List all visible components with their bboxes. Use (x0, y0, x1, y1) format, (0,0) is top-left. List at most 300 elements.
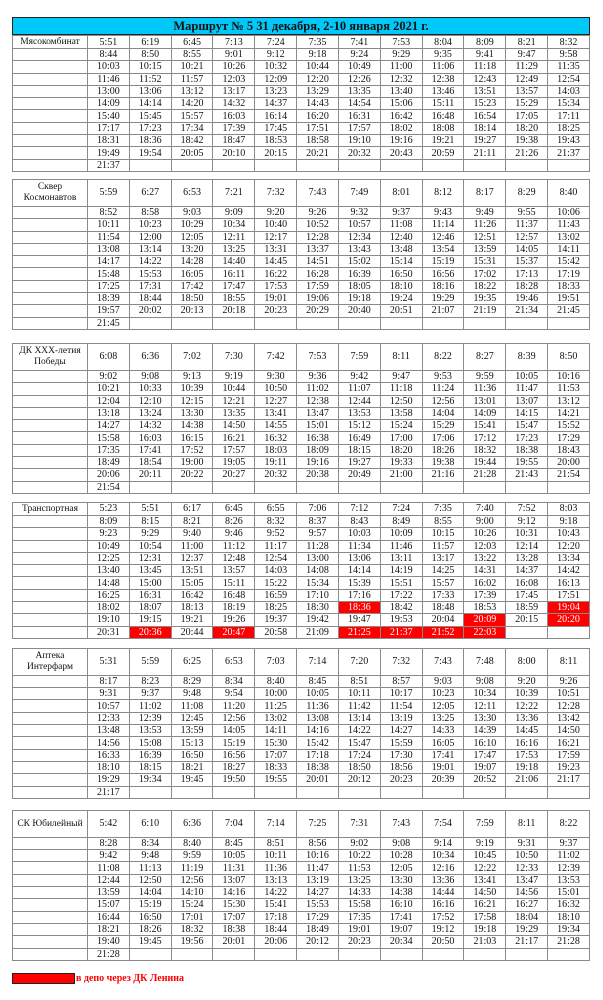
departure-time: 7:59 (338, 343, 380, 370)
table-row (13, 36, 590, 49)
departure-time: 13:13 (255, 874, 297, 886)
departure-time: 14:10 (171, 887, 213, 899)
departure-time: 16:21 (213, 432, 255, 444)
departure-time: 16:28 (297, 268, 339, 280)
departure-time: 16:15 (171, 432, 213, 444)
departure-time: 19:49 (88, 147, 130, 159)
departure-time: 19:26 (213, 614, 255, 626)
table-row (13, 135, 590, 147)
departure-time: 14:27 (297, 887, 339, 899)
departure-time: 12:03 (213, 73, 255, 85)
departure-time: 14:03 (548, 85, 590, 97)
departure-time-depot: 20:47 (213, 626, 255, 638)
departure-time: 13:35 (338, 85, 380, 97)
departure-time: 18:39 (88, 293, 130, 305)
departure-time: 13:35 (213, 407, 255, 419)
departure-time: 9:29 (129, 528, 171, 540)
departure-time: 17:19 (548, 268, 590, 280)
departure-time: 16:42 (171, 589, 213, 601)
departure-time: 13:51 (171, 565, 213, 577)
departure-time: 10:49 (338, 61, 380, 73)
departure-time: 20:05 (171, 147, 213, 159)
empty-cell (13, 786, 88, 798)
departure-time: 10:49 (88, 540, 130, 552)
departure-time (380, 317, 422, 329)
departure-time: 19:44 (464, 457, 506, 469)
departure-time: 19:40 (88, 936, 130, 948)
departure-time: 7:42 (255, 343, 297, 370)
departure-time: 17:52 (171, 444, 213, 456)
departure-time: 14:37 (255, 98, 297, 110)
departure-time: 17:24 (338, 749, 380, 761)
departure-time: 14:50 (464, 887, 506, 899)
departure-time: 18:47 (213, 135, 255, 147)
departure-time (171, 159, 213, 171)
departure-time: 9:41 (464, 49, 506, 61)
departure-time: 12:11 (464, 700, 506, 712)
departure-time: 10:29 (171, 219, 213, 231)
departure-time: 18:30 (297, 601, 339, 613)
departure-time: 18:50 (338, 761, 380, 773)
departure-time: 15:05 (171, 577, 213, 589)
departure-time (129, 786, 171, 798)
departure-time: 10:50 (506, 850, 548, 862)
table-row (13, 444, 590, 456)
departure-time: 15:00 (129, 577, 171, 589)
departure-time: 19:21 (171, 614, 213, 626)
departure-time: 8:34 (129, 837, 171, 849)
stop-block (12, 502, 590, 639)
table-row (13, 737, 590, 749)
departure-time: 10:45 (464, 850, 506, 862)
departure-time: 21:03 (464, 936, 506, 948)
departure-time: 16:31 (129, 589, 171, 601)
departure-time: 10:44 (297, 61, 339, 73)
departure-time: 14:22 (338, 725, 380, 737)
empty-cell (13, 395, 88, 407)
departure-time (548, 626, 590, 638)
table-row (13, 862, 590, 874)
departure-time: 11:12 (213, 540, 255, 552)
departure-time: 12:05 (422, 700, 464, 712)
departure-time: 18:21 (171, 761, 213, 773)
departure-time: 18:58 (297, 135, 339, 147)
departure-time: 20:32 (338, 147, 380, 159)
departure-time: 18:38 (297, 761, 339, 773)
departure-time: 9:01 (213, 49, 255, 61)
departure-time: 9:08 (464, 675, 506, 687)
departure-time: 10:21 (171, 61, 213, 73)
table-row (13, 589, 590, 601)
departure-time: 14:04 (129, 887, 171, 899)
departure-time: 16:13 (548, 577, 590, 589)
departure-time: 15:06 (380, 98, 422, 110)
departure-time: 19:10 (88, 614, 130, 626)
departure-time: 11:31 (213, 862, 255, 874)
table-row (13, 481, 590, 493)
departure-time: 11:06 (422, 61, 464, 73)
departure-time: 8:26 (213, 515, 255, 527)
departure-time: 13:54 (422, 243, 464, 255)
departure-time: 18:10 (548, 911, 590, 923)
departure-time: 12:51 (464, 231, 506, 243)
departure-time: 7:49 (338, 179, 380, 206)
empty-cell (13, 601, 88, 613)
departure-time: 8:32 (255, 515, 297, 527)
table-row (13, 432, 590, 444)
departure-time: 17:07 (213, 911, 255, 923)
departure-time: 18:32 (464, 444, 506, 456)
departure-time: 7:25 (297, 810, 339, 837)
departure-time: 13:53 (548, 874, 590, 886)
table-row (13, 147, 590, 159)
departure-time: 18:09 (297, 444, 339, 456)
departure-time: 12:00 (129, 231, 171, 243)
departure-time: 17:47 (213, 280, 255, 292)
departure-time: 17:35 (88, 444, 130, 456)
departure-time: 12:10 (129, 395, 171, 407)
departure-time: 14:43 (297, 98, 339, 110)
departure-time (213, 159, 255, 171)
departure-time: 17:59 (297, 280, 339, 292)
departure-time: 9:55 (506, 206, 548, 218)
departure-time: 15:47 (338, 737, 380, 749)
departure-time: 11:52 (129, 73, 171, 85)
departure-time: 9:37 (380, 206, 422, 218)
departure-time: 21:37 (88, 159, 130, 171)
departure-time: 14:25 (422, 565, 464, 577)
departure-time: 7:35 (297, 36, 339, 49)
departure-time (422, 159, 464, 171)
departure-time: 17:02 (464, 268, 506, 280)
departure-time: 13:48 (88, 725, 130, 737)
departure-time: 16:14 (255, 110, 297, 122)
departure-time: 14:33 (422, 725, 464, 737)
departure-time: 12:57 (506, 231, 548, 243)
departure-time: 12:39 (129, 712, 171, 724)
departure-time: 16:21 (548, 737, 590, 749)
departure-time: 11:34 (338, 540, 380, 552)
departure-time: 17:29 (548, 432, 590, 444)
departure-time: 7:41 (338, 36, 380, 49)
departure-time: 16:49 (338, 432, 380, 444)
departure-time: 12:28 (548, 700, 590, 712)
departure-time: 14:48 (88, 577, 130, 589)
departure-time: 12:34 (338, 231, 380, 243)
departure-time: 15:23 (464, 98, 506, 110)
departure-time: 14:40 (213, 256, 255, 268)
table-row (13, 700, 590, 712)
departure-time: 10:34 (422, 850, 464, 862)
departure-time-depot: 21:52 (422, 626, 464, 638)
departure-time: 19:51 (548, 293, 590, 305)
departure-time: 16:16 (506, 737, 548, 749)
departure-time: 7:06 (297, 502, 339, 515)
table-row (13, 725, 590, 737)
departure-time: 18:10 (88, 761, 130, 773)
departure-time: 13:37 (297, 243, 339, 255)
departure-time: 14:17 (88, 256, 130, 268)
departure-time (213, 786, 255, 798)
departure-time: 13:11 (380, 552, 422, 564)
departure-time: 18:02 (88, 601, 130, 613)
departure-time: 17:13 (506, 268, 548, 280)
departure-time (297, 948, 339, 960)
table-row (13, 577, 590, 589)
departure-time: 18:25 (255, 601, 297, 613)
departure-time: 13:12 (548, 395, 590, 407)
departure-time: 20:04 (422, 614, 464, 626)
departure-time: 16:50 (171, 749, 213, 761)
departure-time: 10:28 (380, 850, 422, 862)
departure-time: 21:34 (506, 305, 548, 317)
departure-time: 8:57 (380, 675, 422, 687)
departure-time: 19:55 (255, 774, 297, 786)
departure-time: 13:53 (129, 725, 171, 737)
departure-time: 15:11 (422, 98, 464, 110)
departure-time (255, 948, 297, 960)
departure-time: 12:56 (171, 874, 213, 886)
departure-time: 16:22 (255, 268, 297, 280)
departure-time: 11:47 (297, 862, 339, 874)
departure-time: 11:25 (255, 700, 297, 712)
departure-time: 13:23 (255, 85, 297, 97)
departure-time: 18:25 (548, 122, 590, 134)
departure-time: 13:12 (171, 85, 213, 97)
departure-time: 19:01 (422, 761, 464, 773)
departure-time: 13:18 (88, 407, 130, 419)
departure-time: 20:15 (255, 147, 297, 159)
empty-cell (13, 73, 88, 85)
table-row (13, 648, 590, 675)
departure-time: 17:57 (213, 444, 255, 456)
departure-time: 7:43 (422, 648, 464, 675)
empty-cell (13, 219, 88, 231)
departure-time (171, 317, 213, 329)
departure-time: 15:11 (213, 577, 255, 589)
departure-time: 10:40 (255, 219, 297, 231)
departure-time: 12:16 (422, 862, 464, 874)
table-row (13, 61, 590, 73)
departure-time: 8:58 (129, 206, 171, 218)
departure-time: 10:39 (171, 383, 213, 395)
departure-time: 18:33 (255, 761, 297, 773)
departure-time: 15:24 (171, 899, 213, 911)
departure-time: 5:51 (88, 36, 130, 49)
departure-time: 9:53 (422, 370, 464, 382)
departure-time: 15:57 (422, 577, 464, 589)
departure-time: 8:52 (88, 206, 130, 218)
departure-time: 5:31 (88, 648, 130, 675)
empty-cell (13, 122, 88, 134)
departure-time: 16:27 (506, 899, 548, 911)
empty-cell (13, 515, 88, 527)
departure-time: 20:39 (422, 774, 464, 786)
departure-time: 9:12 (255, 49, 297, 61)
stop-name: Мясокомбинат (13, 36, 88, 49)
departure-time: 8:11 (506, 810, 548, 837)
departure-time: 18:15 (338, 444, 380, 456)
departure-time: 19:42 (297, 614, 339, 626)
departure-time (129, 481, 171, 493)
departure-time: 8:03 (548, 502, 590, 515)
departure-time: 15:34 (548, 98, 590, 110)
empty-cell (13, 874, 88, 886)
departure-time: 20:38 (297, 469, 339, 481)
departure-time (129, 159, 171, 171)
departure-time: 11:19 (171, 862, 213, 874)
empty-cell (13, 243, 88, 255)
departure-time: 19:29 (506, 923, 548, 935)
table-row (13, 948, 590, 960)
departure-time: 15:01 (297, 420, 339, 432)
departure-time: 13:01 (464, 395, 506, 407)
departure-time: 13:46 (422, 85, 464, 97)
departure-time: 9:40 (171, 528, 213, 540)
empty-cell (13, 85, 88, 97)
table-row (13, 749, 590, 761)
empty-cell (13, 432, 88, 444)
departure-time: 11:36 (464, 383, 506, 395)
departure-time: 6:17 (171, 502, 213, 515)
departure-time: 14:09 (464, 407, 506, 419)
departure-time: 10:17 (380, 688, 422, 700)
departure-time: 16:48 (422, 110, 464, 122)
departure-time: 17:51 (297, 122, 339, 134)
departure-time: 7:59 (464, 810, 506, 837)
departure-time: 10:05 (297, 688, 339, 700)
departure-time: 10:16 (548, 370, 590, 382)
departure-time: 19:57 (88, 305, 130, 317)
departure-time: 9:00 (464, 515, 506, 527)
departure-time: 13:36 (422, 874, 464, 886)
table-row (13, 231, 590, 243)
departure-time: 11:20 (213, 700, 255, 712)
empty-cell (13, 159, 88, 171)
departure-time: 9:18 (297, 49, 339, 61)
departure-time: 14:19 (380, 565, 422, 577)
departure-time: 14:04 (422, 407, 464, 419)
departure-time: 21:11 (464, 147, 506, 159)
departure-time (338, 317, 380, 329)
departure-time: 19:01 (338, 923, 380, 935)
empty-cell (13, 383, 88, 395)
departure-time-depot: 18:36 (338, 601, 380, 613)
departure-time: 9:14 (422, 837, 464, 849)
departure-time: 20:10 (213, 147, 255, 159)
departure-time: 13:57 (213, 565, 255, 577)
departure-time: 15:02 (338, 256, 380, 268)
departure-time: 18:33 (548, 280, 590, 292)
departure-time: 8:17 (464, 179, 506, 206)
departure-time: 8:22 (548, 810, 590, 837)
departure-time: 10:26 (213, 61, 255, 73)
departure-time: 10:31 (506, 528, 548, 540)
departure-time: 9:02 (88, 370, 130, 382)
departure-time: 18:03 (255, 444, 297, 456)
departure-time: 9:30 (255, 370, 297, 382)
departure-time: 20:49 (338, 469, 380, 481)
departure-time: 16:44 (88, 911, 130, 923)
departure-time: 8:29 (171, 675, 213, 687)
departure-time: 19:05 (213, 457, 255, 469)
departure-time: 20:34 (380, 936, 422, 948)
departure-time: 7:04 (213, 810, 255, 837)
departure-time: 13:00 (297, 552, 339, 564)
departure-time: 17:41 (422, 749, 464, 761)
departure-time: 12:05 (171, 231, 213, 243)
departure-time: 18:49 (297, 923, 339, 935)
departure-time: 13:41 (255, 407, 297, 419)
departure-time: 20:50 (422, 936, 464, 948)
departure-time: 6:08 (88, 343, 130, 370)
departure-time: 13:47 (506, 874, 548, 886)
stop-name: СК Юбилейный (13, 810, 88, 837)
empty-cell (13, 862, 88, 874)
departure-time: 10:23 (422, 688, 464, 700)
departure-time: 15:31 (464, 256, 506, 268)
empty-cell (13, 49, 88, 61)
departure-time: 11:18 (464, 61, 506, 73)
departure-time: 19:01 (255, 293, 297, 305)
departure-time (171, 481, 213, 493)
departure-time: 14:38 (171, 420, 213, 432)
table-row (13, 256, 590, 268)
departure-time: 6:55 (255, 502, 297, 515)
departure-time: 12:39 (548, 862, 590, 874)
departure-time: 19:53 (380, 614, 422, 626)
departure-time: 17:59 (548, 749, 590, 761)
departure-time: 13:43 (338, 243, 380, 255)
departure-time: 8:01 (380, 179, 422, 206)
empty-cell (13, 675, 88, 687)
departure-time: 12:50 (380, 395, 422, 407)
departure-time: 11:08 (88, 862, 130, 874)
departure-time: 13:45 (129, 565, 171, 577)
departure-time: 12:38 (422, 73, 464, 85)
departure-time: 19:37 (255, 614, 297, 626)
departure-time: 8:51 (338, 675, 380, 687)
departure-time: 11:26 (464, 219, 506, 231)
empty-cell (13, 407, 88, 419)
departure-time (548, 159, 590, 171)
departure-time (338, 159, 380, 171)
departure-time: 18:05 (338, 280, 380, 292)
departure-time: 18:02 (380, 122, 422, 134)
departure-time: 9:58 (548, 49, 590, 61)
empty-cell (13, 552, 88, 564)
departure-time: 18:50 (171, 293, 213, 305)
legend-depot-text: в депо через ДК Ленина (76, 972, 184, 984)
departure-time: 14:56 (88, 737, 130, 749)
empty-cell (13, 444, 88, 456)
empty-cell (13, 469, 88, 481)
departure-time: 9:42 (338, 370, 380, 382)
departure-time: 14:51 (297, 256, 339, 268)
departure-time: 13:30 (464, 712, 506, 724)
empty-cell (13, 540, 88, 552)
departure-time: 21:17 (506, 936, 548, 948)
legend (12, 972, 590, 985)
table-row (13, 675, 590, 687)
table-row (13, 179, 590, 206)
table-row (13, 601, 590, 613)
departure-time: 13:08 (297, 712, 339, 724)
table-row (13, 370, 590, 382)
departure-time (129, 317, 171, 329)
departure-time: 14:42 (548, 565, 590, 577)
departure-time: 19:18 (338, 293, 380, 305)
